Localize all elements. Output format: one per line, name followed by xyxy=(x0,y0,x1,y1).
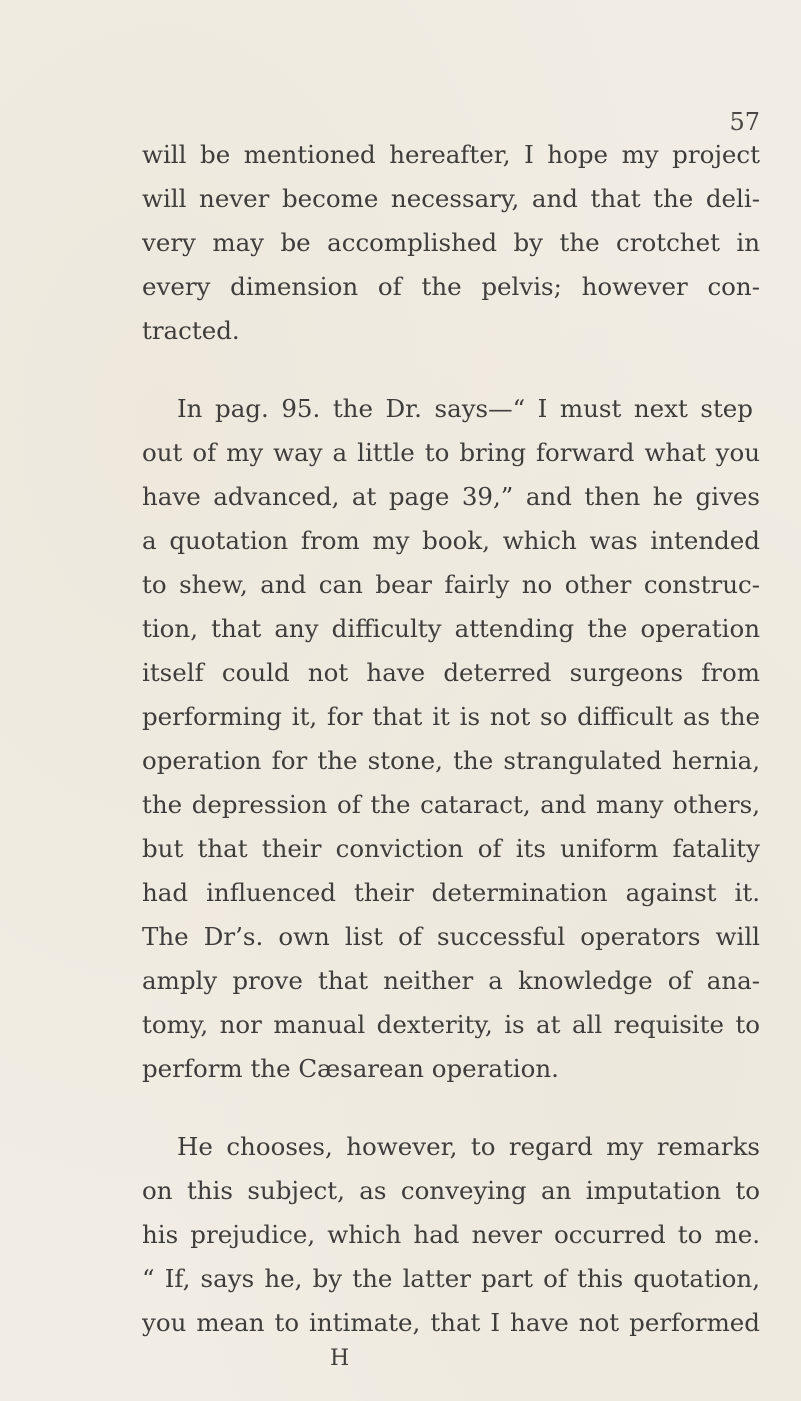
text-line: a quotation from my book, which was intended xyxy=(142,526,760,555)
text-line: the depression of the cataract, and many others, xyxy=(142,790,760,819)
text-line: every dimension of the pelvis; however con- xyxy=(142,272,760,301)
text-line: perform the Cæsarean operation. xyxy=(142,1054,559,1083)
text-line: you mean to intimate, that I have not performed xyxy=(142,1308,760,1337)
text-line: had influenced their determination against it. xyxy=(142,878,760,907)
text-line: to shew, and can bear fairly no other construc- xyxy=(142,570,760,599)
text-line: tracted. xyxy=(142,316,240,345)
text-line: operation for the stone, the strangulated hernia, xyxy=(142,746,760,775)
text-line: “ If, says he, by the latter part of this quotation, xyxy=(142,1264,760,1293)
page-number: 57 xyxy=(729,108,760,136)
text-line: itself could not have deterred surgeons from xyxy=(142,658,760,687)
text-line: his prejudice, which had never occurred to me. xyxy=(142,1220,760,1249)
text-line: will never become necessary, and that the deli- xyxy=(142,184,760,213)
text-line: have advanced, at page 39,” and then he gives xyxy=(142,482,760,511)
text-line: on this subject, as conveying an imputation to xyxy=(142,1176,760,1205)
text-line: In pag. 95. the Dr. says—“ I must next step xyxy=(177,394,753,423)
text-line: amply prove that neither a knowledge of ana- xyxy=(142,966,760,995)
text-line: but that their conviction of its uniform fatality xyxy=(142,834,760,863)
text-line: will be mentioned hereafter, I hope my project xyxy=(142,140,760,169)
text-line: very may be accomplished by the crotchet in xyxy=(142,228,760,257)
text-line: tion, that any difficulty attending the operation xyxy=(142,614,760,643)
text-line: He chooses, however, to regard my remarks xyxy=(177,1132,760,1161)
text-line: out of my way a little to bring forward what you xyxy=(142,438,760,467)
text-line: tomy, nor manual dexterity, is at all requisite to xyxy=(142,1010,760,1039)
text-line: performing it, for that it is not so difficult as the xyxy=(142,702,760,731)
text-line: The Dr’s. own list of successful operators will xyxy=(142,922,760,951)
catchword: H xyxy=(330,1346,350,1371)
